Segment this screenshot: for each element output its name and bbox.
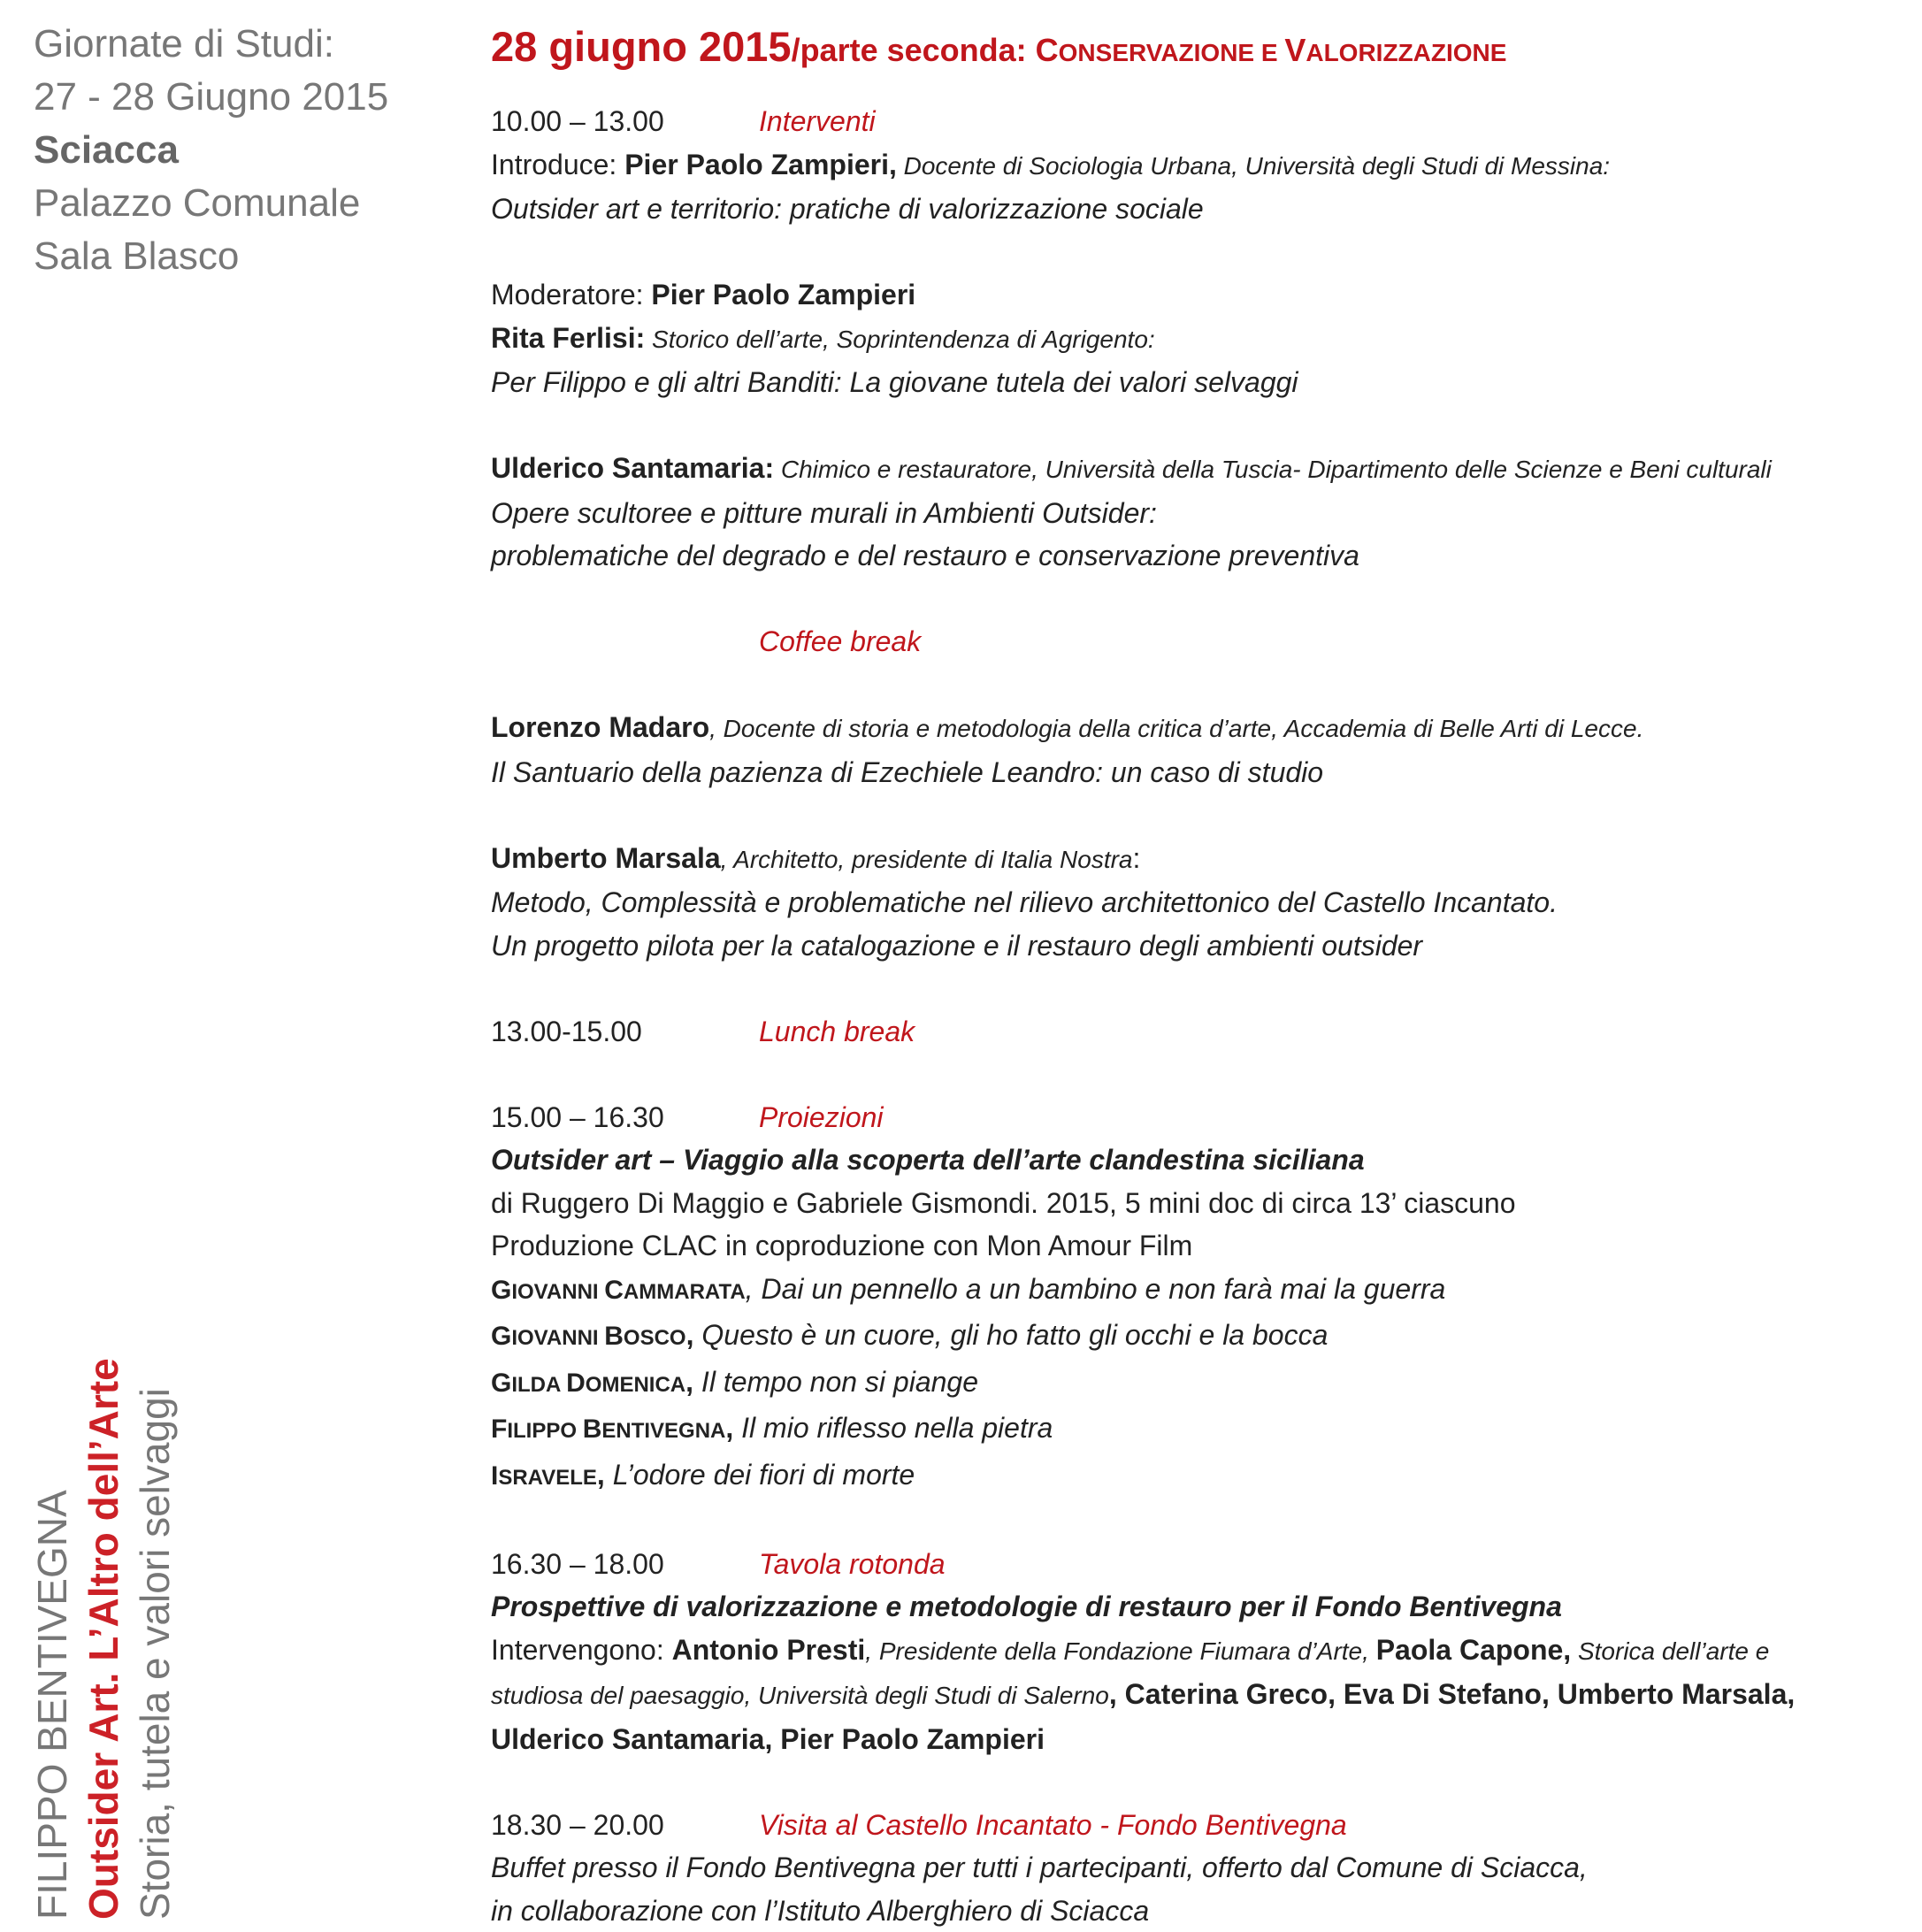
speaker-line: Introduce: Pier Paolo Zampieri, Docente di Sociologia Urbana, Università degli Studi di Messina: [491, 143, 1906, 188]
talk-title: Un progetto pilota per la catalogazione e il restauro degli ambienti outsider [491, 924, 1906, 968]
session-time: 15.00 – 16.30 [491, 1096, 759, 1139]
talk-title: Il Santuario della pazienza di Ezechiele Leandro: un caso di studio [491, 751, 1906, 794]
session-time-row [491, 100, 1906, 143]
programme [491, 18, 1906, 1932]
doc-item: FILIPPO BENTIVEGNA, Il mio riflesso nella pietra [491, 1407, 1906, 1453]
roundtable-title: Prospettive di valorizzazione e metodologie di restauro per il Fondo Bentivegna [491, 1585, 1906, 1629]
session-time-row [491, 1804, 1906, 1847]
doc-item: ISRAVELE, L’odore dei fiori di morte [491, 1453, 1906, 1500]
participants-line: studiosa del paesaggio, Università degli Studi di Salerno, Caterina Greco, Eva Di Stefano, Umberto Marsala, [491, 1673, 1906, 1718]
participants-line: Ulderico Santamaria, Pier Paolo Zampieri [491, 1718, 1906, 1761]
vertical-author: FILIPPO BENTIVEGNA [27, 1353, 78, 1920]
session-label: Proiezioni [759, 1101, 884, 1133]
talk-title: Outsider art e territorio: pratiche di valorizzazione sociale [491, 188, 1906, 231]
event-info [34, 18, 440, 283]
participants-line: Intervengono: Antonio Presti, Presidente della Fondazione Fiumara d’Arte, Paola Capone, Storica dell’arte e [491, 1629, 1906, 1674]
title-date: 28 giugno 2015 [491, 23, 792, 70]
session-time: 18.30 – 20.00 [491, 1804, 759, 1847]
doc-item: GILDA DOMENICA, Il tempo non si piange [491, 1361, 1906, 1407]
speaker-line: Rita Ferlisi: Storico dell’arte, Soprintendenza di Agrigento: [491, 317, 1906, 362]
event-dates: 27 - 28 Giugno 2015 [34, 71, 440, 124]
session-time-row [491, 1096, 1906, 1139]
event-city: Sciacca [34, 124, 440, 177]
coffee-break-row: Coffee break [491, 620, 1906, 663]
film-production: Produzione CLAC in coproduzione con Mon Amour Film [491, 1224, 1906, 1268]
talk-title: Per Filippo e gli altri Banditi: La giovane tutela dei valori selvaggi [491, 361, 1906, 404]
session-time: 13.00-15.00 [491, 1010, 759, 1054]
session-label: Interventi [759, 105, 876, 137]
page-title: 28 giugno 2015/parte seconda: CONSERVAZIONE E VALORIZZAZIONE [491, 18, 1906, 82]
session-time: 16.30 – 18.00 [491, 1543, 759, 1586]
vertical-main-title: Outsider Art. L’Altro dell’Arte [78, 1353, 129, 1920]
speaker-line: Lorenzo Madaro, Docente di storia e metodologia della critica d’arte, Accademia di Belle Arti di Lecce. [491, 706, 1906, 751]
visit-note: in collaborazione con l’Istituto Alberghiero di Sciacca [491, 1890, 1906, 1932]
event-room: Sala Blasco [34, 230, 440, 283]
talk-title: problematiche del degrado e del restauro e conservazione preventiva [491, 534, 1906, 578]
speaker-line: Ulderico Santamaria: Chimico e restauratore, Università della Tuscia- Dipartimento delle Scienze e Beni culturali [491, 447, 1906, 492]
visit-note: Buffet presso il Fondo Bentivegna per tutti i partecipanti, offerto dal Comune di Sciacca, [491, 1846, 1906, 1890]
moderator-line: Moderatore: Pier Paolo Zampieri [491, 273, 1906, 317]
vertical-title [27, 1353, 186, 1920]
speaker-line: Umberto Marsala, Architetto, presidente di Italia Nostra: [491, 837, 1906, 882]
talk-title: Metodo, Complessità e problematiche nel rilievo architettonico del Castello Incantato. [491, 881, 1906, 924]
session-label: Lunch break [759, 1016, 915, 1047]
event-venue: Palazzo Comunale [34, 177, 440, 230]
film-title: Outsider art – Viaggio alla scoperta dell’arte clandestina siciliana [491, 1138, 1906, 1182]
session-label: Visita al Castello Incantato - Fondo Bentivegna [759, 1809, 1347, 1841]
film-credits: di Ruggero Di Maggio e Gabriele Gismondi. 2015, 5 mini doc di circa 13’ ciascuno [491, 1182, 1906, 1225]
session-time-row [491, 1010, 1906, 1054]
talk-title: Opere scultoree e pitture murali in Ambienti Outsider: [491, 492, 1906, 535]
doc-item: GIOVANNI CAMMARATA, Dai un pennello a un bambino e non farà mai la guerra [491, 1268, 1906, 1315]
doc-item: GIOVANNI BOSCO, Questo è un cuore, gli ho fatto gli occhi e la bocca [491, 1314, 1906, 1361]
vertical-subtitle: Storia, tutela e valori selvaggi [129, 1353, 180, 1920]
session-label: Tavola rotonda [759, 1548, 946, 1580]
session-time: 10.00 – 13.00 [491, 100, 759, 143]
event-label: Giornate di Studi: [34, 18, 440, 71]
session-time-row [491, 1543, 1906, 1586]
